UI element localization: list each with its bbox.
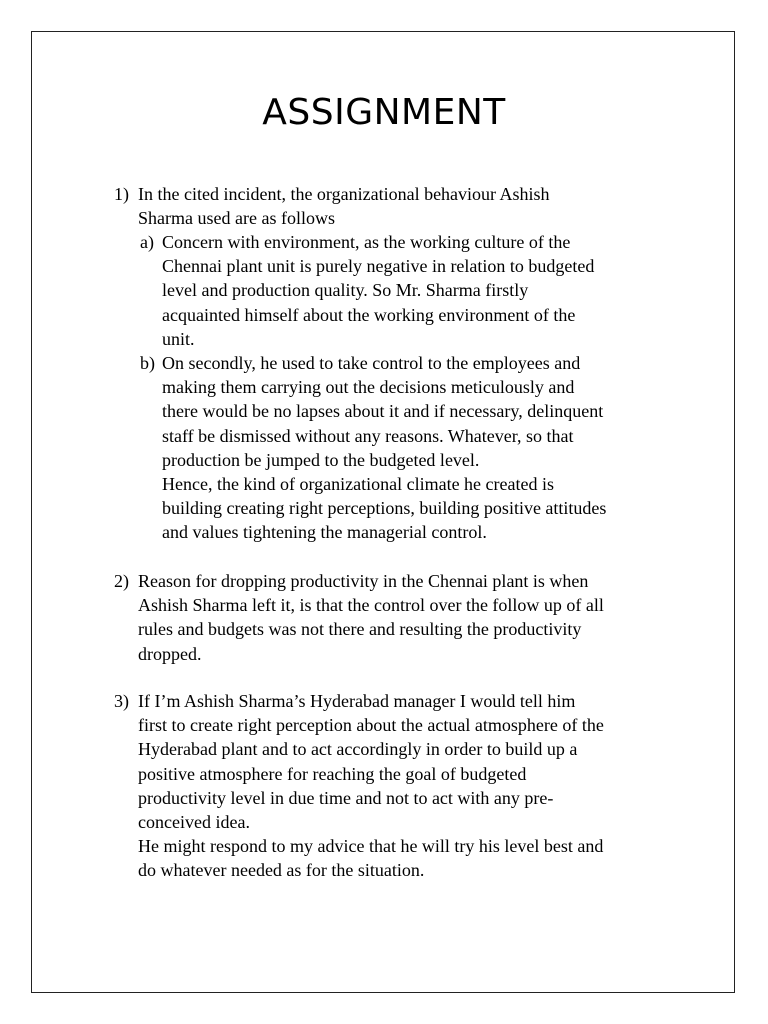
q2-line: dropped. xyxy=(138,643,202,664)
q1-line: In the cited incident, the organizational behaviour Ashish xyxy=(138,184,550,204)
q2-text xyxy=(138,569,604,666)
q1-a-line: unit. xyxy=(162,328,195,349)
q3-line: first to create right perception about the actual atmosphere of the xyxy=(138,715,604,736)
q1-b-line: and values tightening the managerial control. xyxy=(162,522,487,543)
q1-a-line: acquainted himself about the working environment of the xyxy=(162,304,576,325)
q1-b-line: On secondly, he used to take control to the employees and xyxy=(162,353,581,373)
q1-b-label: b) xyxy=(140,353,155,373)
q3-number: 3) xyxy=(114,691,129,711)
q1-a-label: a) xyxy=(140,232,154,252)
q1-b-line: production be jumped to the budgeted level. xyxy=(162,449,480,470)
q1-b-text xyxy=(162,351,606,545)
q1-line: Sharma used are as follows xyxy=(138,208,335,229)
q3-line: If I’m Ashish Sharma’s Hyderabad manager I would tell him xyxy=(138,691,576,711)
q3-line: productivity level in due time and not to act with any pre- xyxy=(138,787,554,808)
q1-number: 1) xyxy=(114,184,129,204)
q1-a-line: Chennai plant unit is purely negative in relation to budgeted xyxy=(162,256,595,277)
q1-a-line: level and production quality. So Mr. Sharma firstly xyxy=(162,280,529,301)
q3-line: conceived idea. xyxy=(138,811,250,832)
q1-b-line: building creating right perceptions, building positive attitudes xyxy=(162,498,607,519)
q2-line: Reason for dropping productivity in the Chennai plant is when xyxy=(138,571,589,591)
q3-line: do whatever needed as for the situation. xyxy=(138,860,425,881)
q1-b-line: making them carrying out the decisions meticulously and xyxy=(162,377,575,398)
q3-line: He might respond to my advice that he will try his level best and xyxy=(138,836,604,857)
q1-b-line: there would be no lapses about it and if necessary, delinquent xyxy=(162,401,604,422)
q1-a-text xyxy=(162,230,594,351)
q2-number: 2) xyxy=(114,571,129,591)
q2-line: rules and budgets was not there and resulting the productivity xyxy=(138,619,582,640)
q1-b-line: Hence, the kind of organizational climate he created is xyxy=(162,473,555,494)
q3-line: Hyderabad plant and to act accordingly in order to build up a xyxy=(138,739,578,760)
q1-a-line: Concern with environment, as the working culture of the xyxy=(162,232,571,252)
q3-line: positive atmosphere for reaching the goal of budgeted xyxy=(138,763,527,784)
q3-text xyxy=(138,689,604,883)
page-title: ASSIGNMENT xyxy=(262,92,506,133)
q1-text xyxy=(138,182,550,230)
q2-line: Ashish Sharma left it, is that the control over the follow up of all xyxy=(138,595,604,616)
q1-b-line: staff be dismissed without any reasons. Whatever, so that xyxy=(162,425,574,446)
